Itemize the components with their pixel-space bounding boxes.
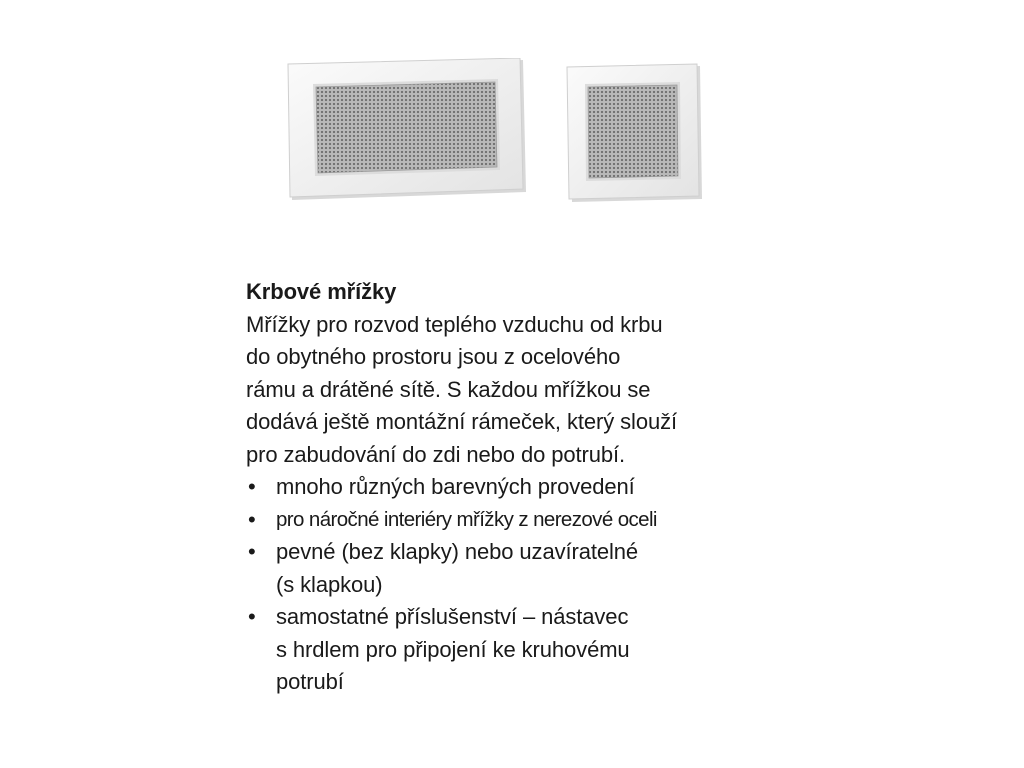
bullet-icon: • (248, 474, 256, 499)
feature-item (246, 536, 806, 601)
description-line: rámu a drátěné sítě. S každou mřížkou se (246, 376, 651, 402)
feature-list (246, 471, 806, 699)
feature-text-line: samostatné příslušenství – nástavec (276, 604, 629, 629)
feature-text-line: s hrdlem pro připojení ke kruhovému (276, 636, 630, 662)
small-grille-image (567, 64, 702, 202)
feature-text-line: pevné (bez klapky) nebo uzavíratelné (276, 539, 639, 564)
feature-item (246, 471, 806, 504)
feature-item (246, 601, 806, 699)
feature-text-line: mnoho různých barevných provedení (276, 474, 635, 499)
feature-text-line: (s klapkou) (276, 571, 383, 597)
bullet-icon: • (248, 506, 256, 532)
description-paragraph (246, 309, 806, 472)
description-line: dodává ještě montážní rámeček, který slouží (246, 409, 678, 434)
product-heading: Krbové mřížky (246, 279, 397, 304)
bullet-icon: • (248, 604, 256, 629)
product-photo (280, 58, 710, 208)
bullet-icon: • (248, 539, 256, 564)
feature-item (246, 504, 806, 537)
product-description-block (246, 276, 806, 699)
description-line: pro zabudování do zdi nebo do potrubí. (246, 441, 626, 467)
description-line: Mřížky pro rozvod teplého vzduchu od krbu (246, 311, 663, 337)
large-grille-image (288, 58, 526, 200)
description-line: do obytného prostoru jsou z ocelového (246, 344, 621, 369)
feature-text-line: pro náročné interiéry mřížky z nerezové oceli (276, 507, 657, 531)
feature-text-line: potrubí (276, 669, 344, 694)
